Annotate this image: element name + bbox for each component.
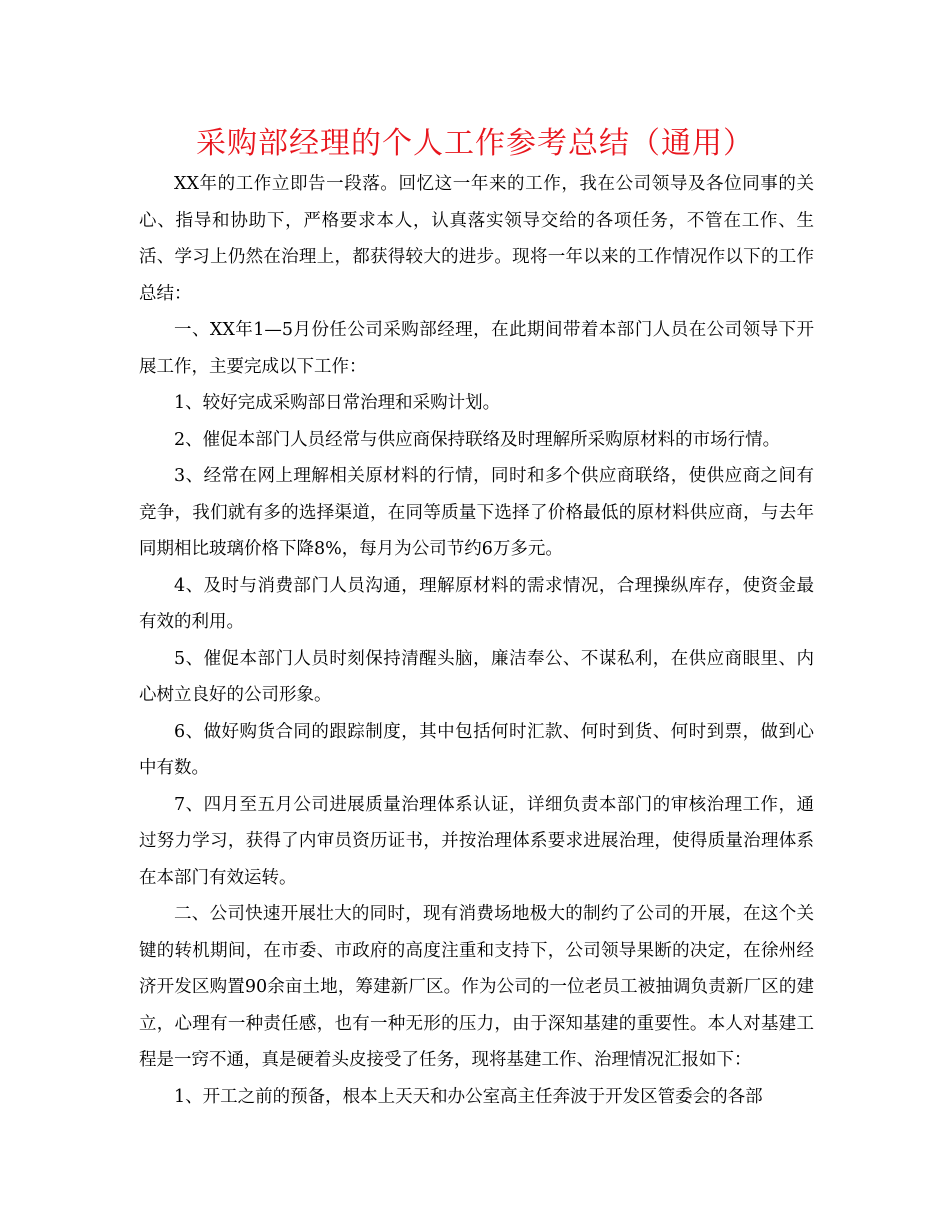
paragraph-item-4: 4、及时与消费部门人员沟通，理解原材料的需求情况，合理操纵库存，使资金最有效的利用。 (139, 575, 814, 632)
paragraph-section-1: 一、XX年1—5月份任公司采购部经理，在此期间带着本部门人员在公司领导下开展工作，主要完成以下工作： (139, 320, 814, 377)
paragraph-item-3: 3、经常在网上理解相关原材料的行情，同时和多个供应商联络，使供应商之间有竞争，我们就有多的选择渠道，在同等质量下选择了价格最低的原材料供应商，与去年同期相比玻璃价格下降8%，每月为公司节约6万多元。 (139, 466, 814, 559)
paragraph-item-7: 7、四月至五月公司进展质量治理体系认证，详细负责本部门的审核治理工作，通过努力学习，获得了内审员资历证书，并按治理体系要求进展治理，使得质量治理体系在本部门有效运转。 (139, 794, 814, 888)
document-body (139, 166, 814, 1115)
paragraph-item-1: 1、较好完成采购部日常治理和采购计划。 (174, 393, 501, 413)
paragraph-item-5: 5、催促本部门人员时刻保持清醒头脑，廉洁奉公、不谋私利，在供应商眼里、内心树立良好的公司形象。 (139, 648, 814, 705)
document-title: 采购部经理的个人工作参考总结（通用） (196, 126, 754, 161)
paragraph-section-2: 二、公司快速开展壮大的同时，现有消费场地极大的制约了公司的开展，在这个关键的转机期间，在市委、市政府的高度注重和支持下，公司领导果断的决定，在徐州经济开发区购置90余亩土地，筹建新厂区。作为公司的一位老员工被抽调负责新厂区的建立，心理有一种责任感，也有一种无形的压力，由于深知基建的重要性。本人对基建工程是一窍不通，真是硬着头皮接受了任务，现将基建工作、治理情况汇报如下： (139, 904, 814, 1070)
paragraph-section-2-item-1: 1、开工之前的预备，根本上天天和办公室高主任奔波于开发区管委会的各部 (174, 1086, 763, 1107)
paragraph-item-2: 2、催促本部门人员经常与供应商保持联络及时理解所采购原材料的市场行情。 (174, 429, 781, 450)
paragraph-intro: XX年的工作立即告一段落。回忆这一年来的工作，我在公司领导及各位同事的关心、指导和协助下，严格要求本人，认真落实领导交给的各项任务，不管在工作、生活、学习上仍然在治理上，都获得较大的进步。现将一年以来的工作情况作以下的工作总结： (139, 174, 814, 304)
paragraph-item-6: 6、做好购货合同的跟踪制度，其中包括何时汇款、何时到货、何时到票，做到心中有数。 (139, 721, 814, 778)
